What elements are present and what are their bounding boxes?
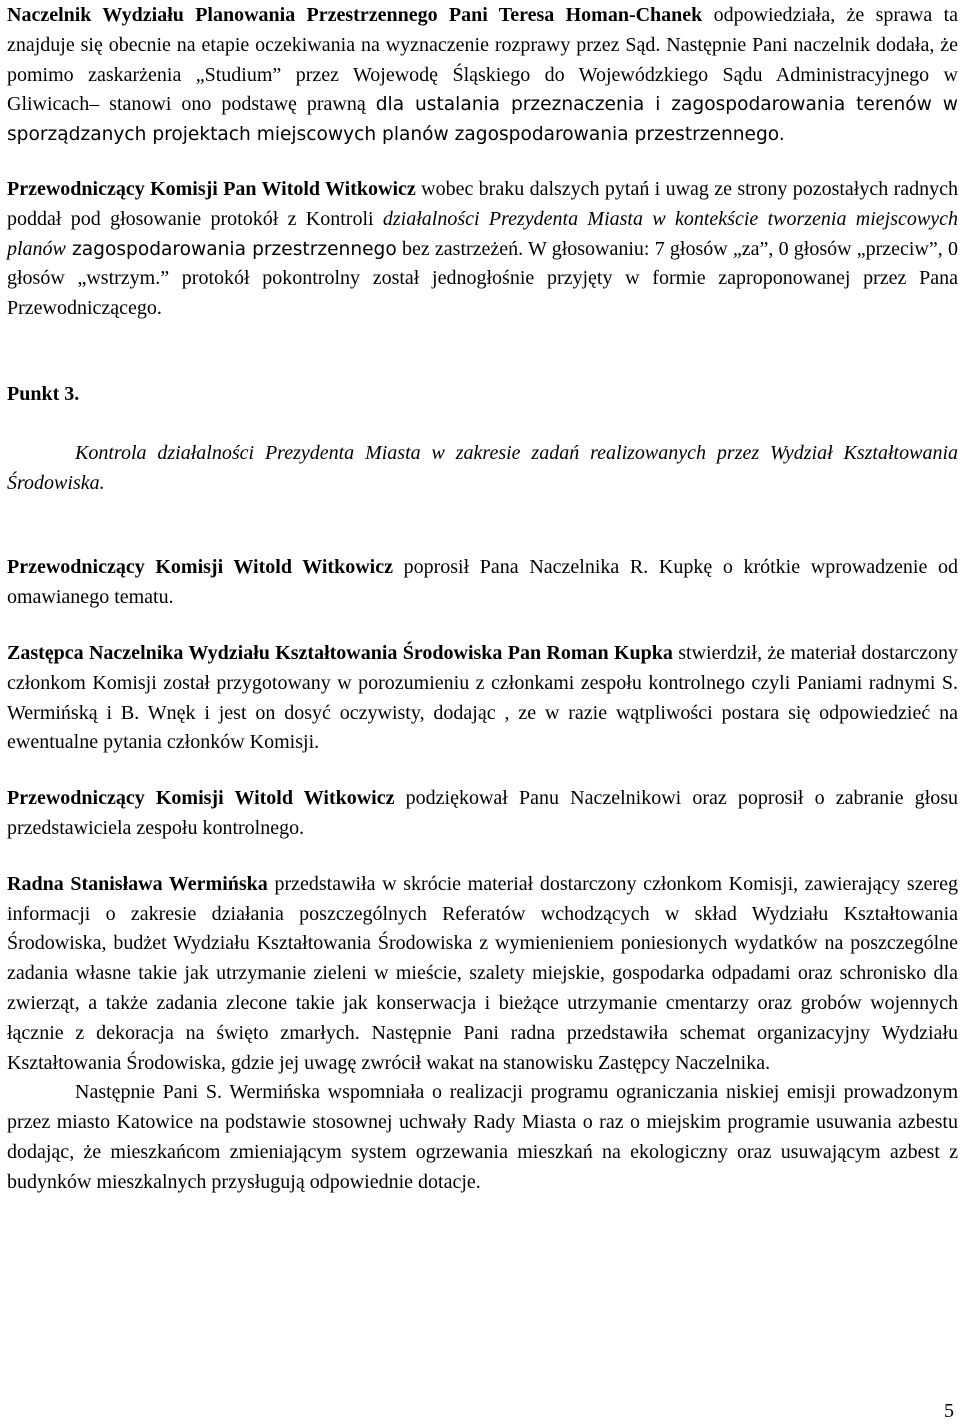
paragraph-chairman-vote — [7, 175, 958, 324]
paragraph-text: podziękował Panu Naczelnikowi oraz poprosił o zabranie głosu przedstawiciela zespołu kontrolnego. — [7, 787, 958, 839]
section-topic: Kontrola działalności Prezydenta Miasta w zakresie zadań realizowanych przez Wydział Kształtowania Środowiska. — [7, 441, 958, 494]
paragraph-text-sans: dla ustalania przeznaczenia i zagospodarowania terenów w sporządzanych projektach miejscowych planów zagospodarowania przestrzennego. — [7, 94, 958, 146]
paragraph-emission-program: Następnie Pani S. Wermińska wspomniała o realizacji programu ograniczania niskiej emisji prowadzonym przez miasto Katowice na podstawie stosownej uchwały Rady Miasta o raz o miejskim programie usuwania azbestu dodając, że mieszkańcom zmieniającym system ogrzewania mieszkań na ekologiczny oraz usuwającym azbest z budynków mieszkalnych przysługują odpowiednie dotacje. — [7, 1081, 958, 1193]
paragraph-text: bez zastrzeżeń. W głosowaniu: 7 głosów „za”, 0 głosów „przeciw”, 0 głosów „wstrzym.” protokół pokontrolny został jednogłośnie przyjęty w formie zaproponowanej przez Pana Przewodniczącego. — [7, 237, 959, 320]
paragraph-chairman-thanks — [7, 784, 958, 844]
paragraph-text: wobec braku dalszych pytań i uwag ze strony pozostałych radnych poddał pod głosowanie protokół z Kontroli — [7, 177, 958, 230]
speaker-name: Naczelnik Wydziału Planowania Przestrzennego Pani Teresa Homan-Chanek — [7, 4, 703, 26]
paragraph-text: stwierdził, że materiał dostarczony członkom Komisji został przygotowany w porozumieniu z członkami zespołu kontrolnego czyli Paniami radnymi S. Wermińską i B. Wnęk i jest on dosyć oczywisty, dodając , ze w razie wątpliwości postara się odpowiedzieć na ewentualne pytania członków Komisji. — [7, 641, 958, 754]
paragraph-text-italic: działalności Prezydenta Miasta w kontekście tworzenia miejscowych planów — [7, 207, 958, 260]
paragraph-text: przedstawiła w skrócie materiał dostarczony członkom Komisji, zawierający szereg informacji o zakresie działania poszczególnych Referatów wchodzących w skład Wydziału Kształtowania Środowiska, budżet Wydziału Kształtowania Środowiska z wymienieniem poniesionych wydatków na poszczególne zadania własne takie jak utrzymanie zieleni w mieście, szalety miejskie, gospodarka odpadami oraz schronisko dla zwierząt, a także zadania zlecone takie jak konserwacja i bieżące utrzymanie cmentarzy oraz grobów wojennych łącznie z dekoracja na święto zmarłych. Następnie Pani radna przedstawiła schemat organizacyjny Wydziału Kształtowania Środowiska, gdzie jej uwagę zwrócił wakat na stanowisku Zastępcy Naczelnika. — [7, 872, 958, 1074]
paragraph-text: odpowiedziała, że sprawa ta znajduje się obecnie na etapie oczekiwania na wyznaczenie rozprawy przez Sąd. Następnie Pani naczelnik dodała, że pomimo zaskarżenia „Studium” przez Wojewodę Śląskiego do Wojewódzkiego Sądu Administracyjnego w Gliwicach– stanowi ono podstawę prawną — [7, 4, 958, 116]
paragraph-text: poprosił Pana Naczelnika R. Kupkę o krótkie wprowadzenie od omawianego tematu. — [7, 556, 959, 609]
paragraph-chairman-request — [7, 553, 958, 613]
speaker-name: Radna Stanisława Wermińska — [7, 872, 268, 895]
section-heading: Punkt 3. — [7, 382, 80, 405]
paragraph-councillor-presentation — [7, 870, 958, 1079]
speaker-name: Przewodniczący Komisji Pan Witold Witkowicz — [7, 177, 416, 200]
page-number: 5 — [944, 1400, 954, 1422]
speaker-name: Przewodniczący Komisji Witold Witkowicz — [7, 556, 393, 579]
paragraph-text-sans: zagospodarowania przestrzennego — [65, 238, 397, 260]
document-page — [7, 0, 958, 1198]
paragraph-naczelnik-statement — [7, 1, 958, 150]
speaker-name: Przewodniczący Komisji Witold Witkowicz — [7, 787, 395, 810]
paragraph-deputy-statement — [7, 639, 958, 758]
speaker-name: Zastępca Naczelnika Wydziału Kształtowania Środowiska Pan Roman Kupka — [7, 641, 673, 664]
